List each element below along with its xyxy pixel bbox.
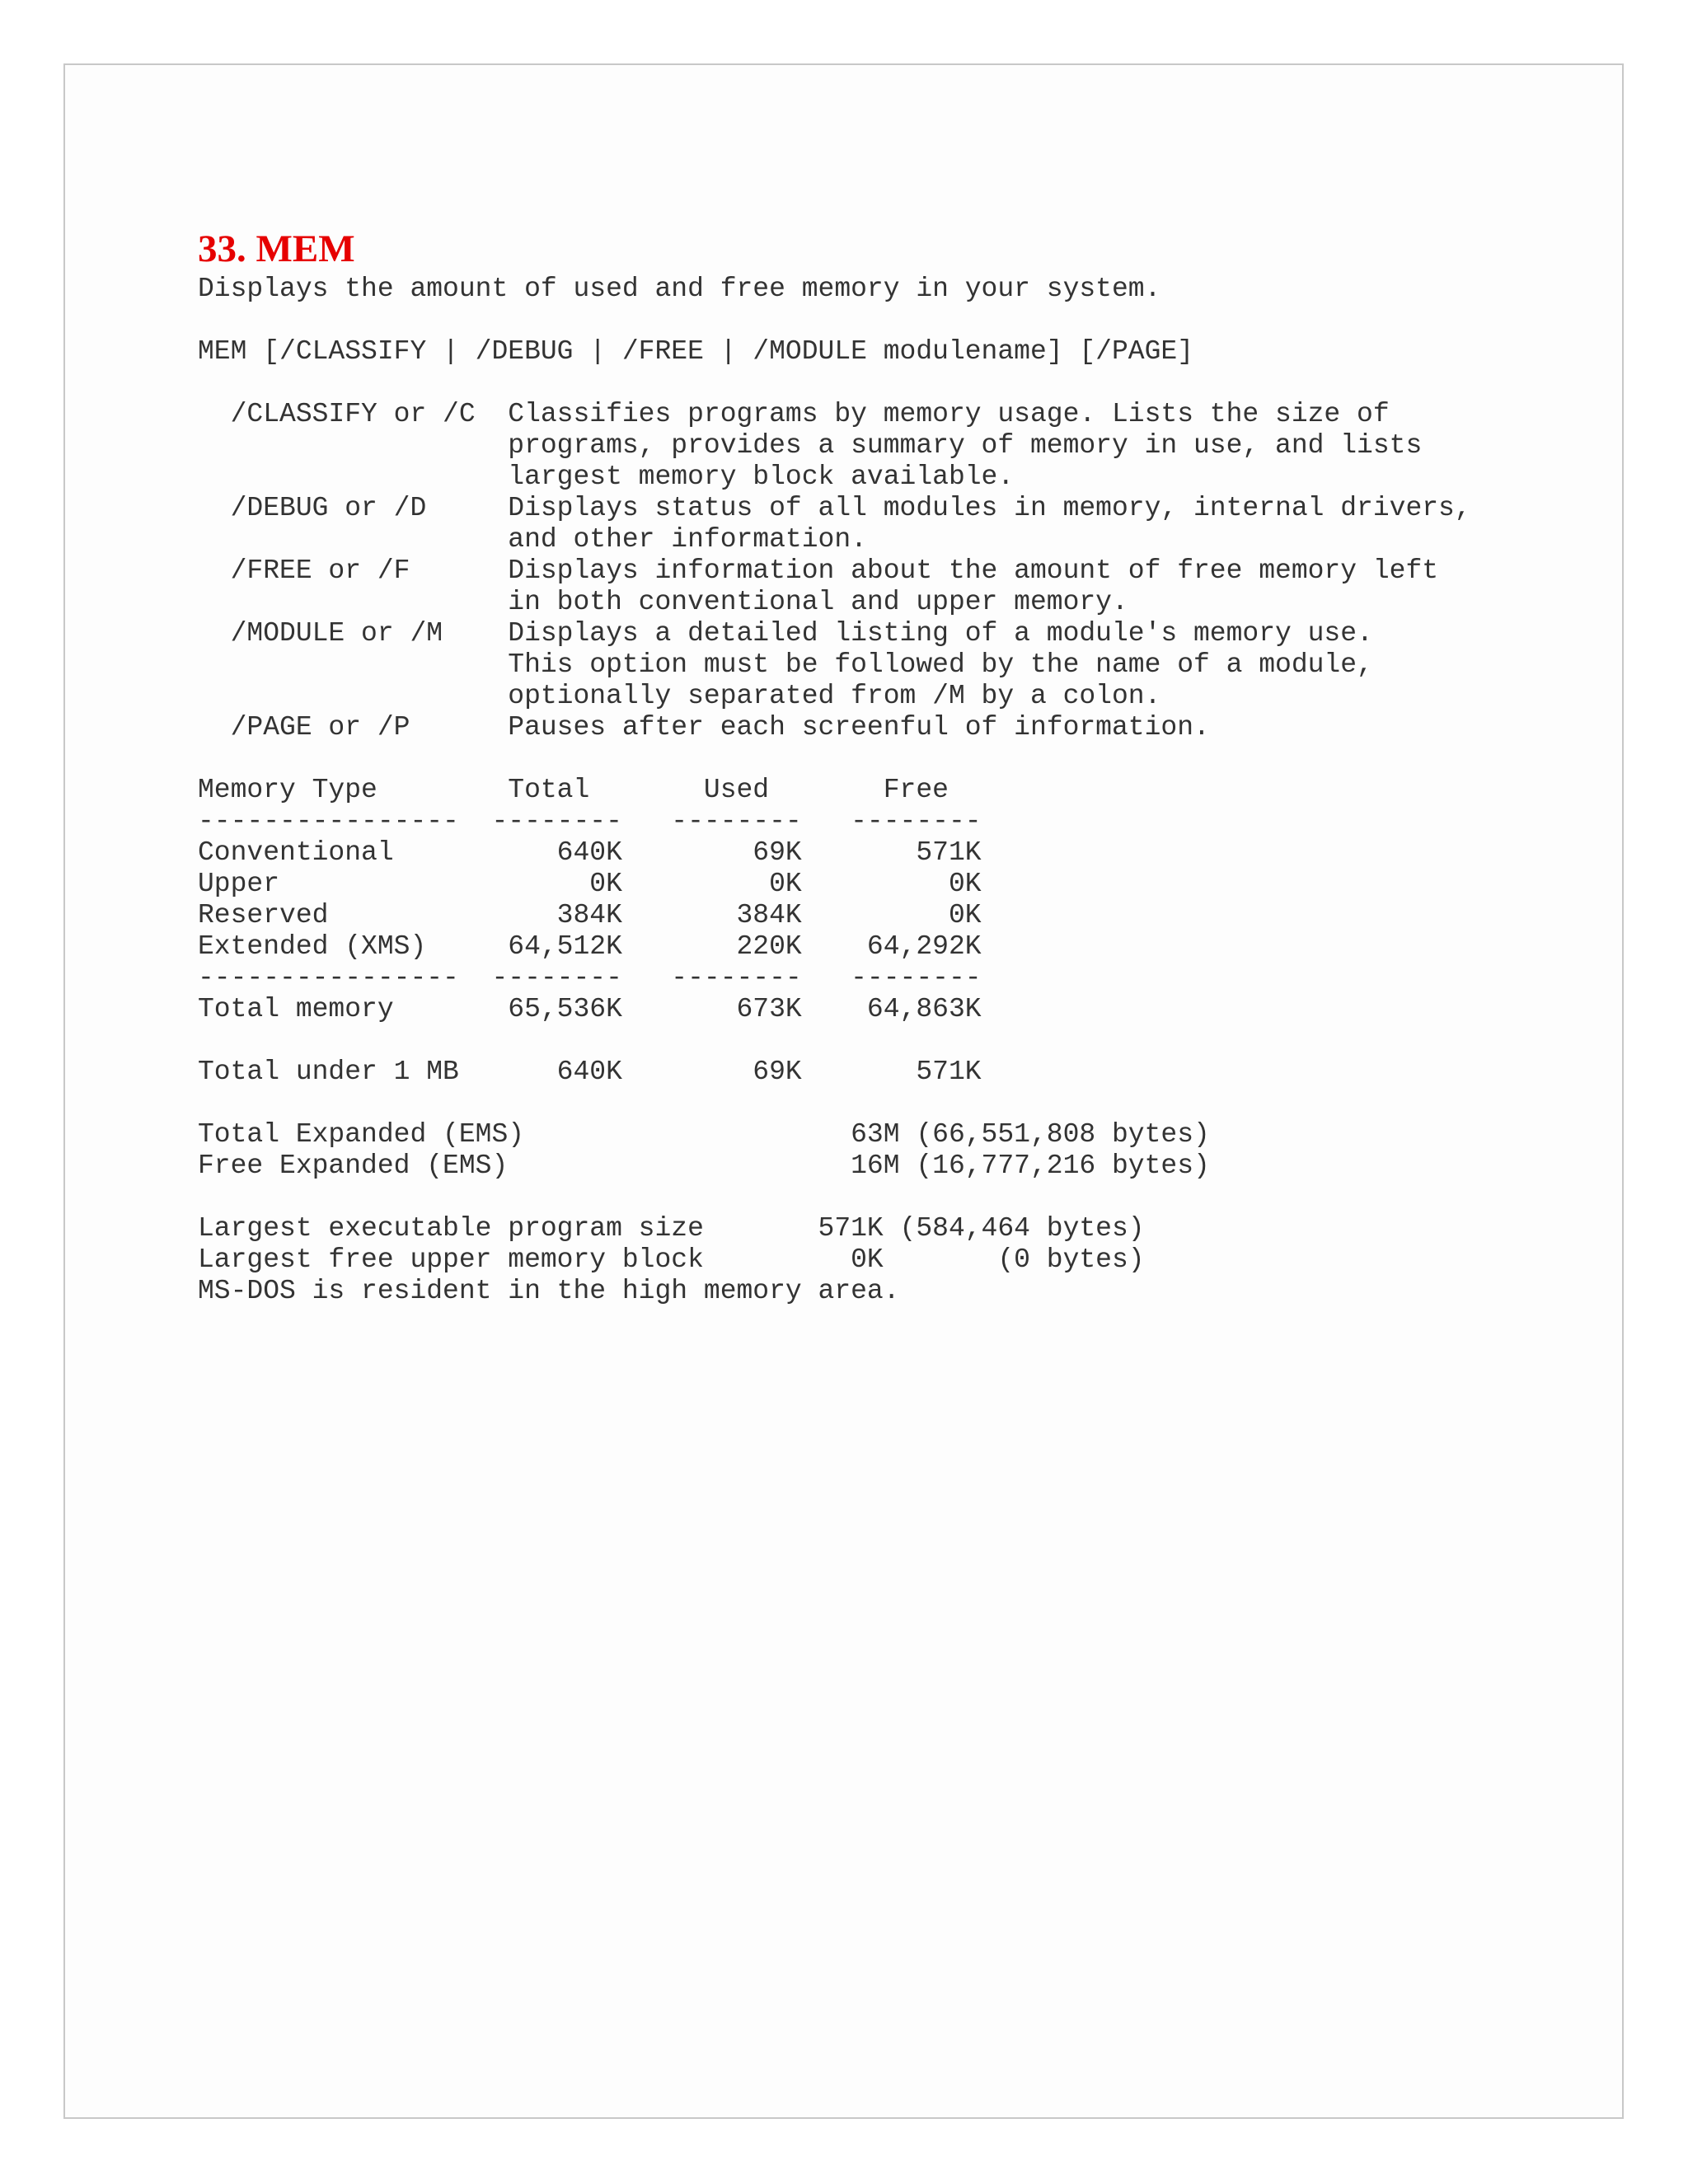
ems-total-line: Total Expanded (EMS) 63M (66,551,808 bytes) <box>198 1119 1210 1150</box>
memory-table-row-reserved: Reserved 384K 384K 0K <box>198 900 982 930</box>
option-debug-line: and other information. <box>198 524 867 555</box>
memory-table-separator: ---------------- -------- -------- -------- <box>198 963 982 993</box>
blank-line <box>198 368 1566 399</box>
memory-table-row-upper: Upper 0K 0K 0K <box>198 869 982 899</box>
memory-table-row-total: Total memory 65,536K 673K 64,863K <box>198 994 982 1024</box>
document-content <box>198 224 1566 1307</box>
blank-line <box>198 1025 1566 1057</box>
memory-table-row-conventional: Conventional 640K 69K 571K <box>198 837 982 868</box>
option-classify-line: largest memory block available. <box>198 462 1015 492</box>
option-module-line: /MODULE or /M Displays a detailed listing of a module's memory use. <box>198 618 1373 649</box>
option-module-line: This option must be followed by the name of a module, <box>198 649 1373 680</box>
blank-line <box>198 1088 1566 1119</box>
option-free-line: /FREE or /F Displays information about the amount of free memory left <box>198 555 1439 586</box>
largest-umb-line: Largest free upper memory block 0K (0 bytes) <box>198 1244 1145 1275</box>
memory-table-row-extended: Extended (XMS) 64,512K 220K 64,292K <box>198 931 982 962</box>
largest-program-line: Largest executable program size 571K (584,464 bytes) <box>198 1213 1145 1244</box>
hma-status-line: MS-DOS is resident in the high memory area. <box>198 1276 900 1306</box>
description-line: Displays the amount of used and free memory in your system. <box>198 274 1161 304</box>
option-debug-line: /DEBUG or /D Displays status of all modules in memory, internal drivers, <box>198 493 1471 523</box>
blank-line <box>198 1182 1566 1213</box>
option-classify-line: /CLASSIFY or /C Classifies programs by memory usage. Lists the size of <box>198 399 1390 429</box>
blank-line <box>198 305 1566 336</box>
section-heading: 33. MEM <box>198 227 355 270</box>
ems-free-line: Free Expanded (EMS) 16M (16,777,216 bytes) <box>198 1151 1210 1181</box>
option-module-line: optionally separated from /M by a colon. <box>198 681 1161 711</box>
blank-line <box>198 743 1566 775</box>
option-classify-line: programs, provides a summary of memory in use, and lists <box>198 430 1423 461</box>
memory-table-separator: ---------------- -------- -------- -------- <box>198 806 982 837</box>
option-page-line: /PAGE or /P Pauses after each screenful of information. <box>198 712 1210 743</box>
option-free-line: in both conventional and upper memory. <box>198 587 1128 617</box>
memory-table-header: Memory Type Total Used Free <box>198 775 949 805</box>
memory-table-row-under-1mb: Total under 1 MB 640K 69K 571K <box>198 1057 982 1087</box>
syntax-line: MEM [/CLASSIFY | /DEBUG | /FREE | /MODULE modulename] [/PAGE] <box>198 336 1193 367</box>
